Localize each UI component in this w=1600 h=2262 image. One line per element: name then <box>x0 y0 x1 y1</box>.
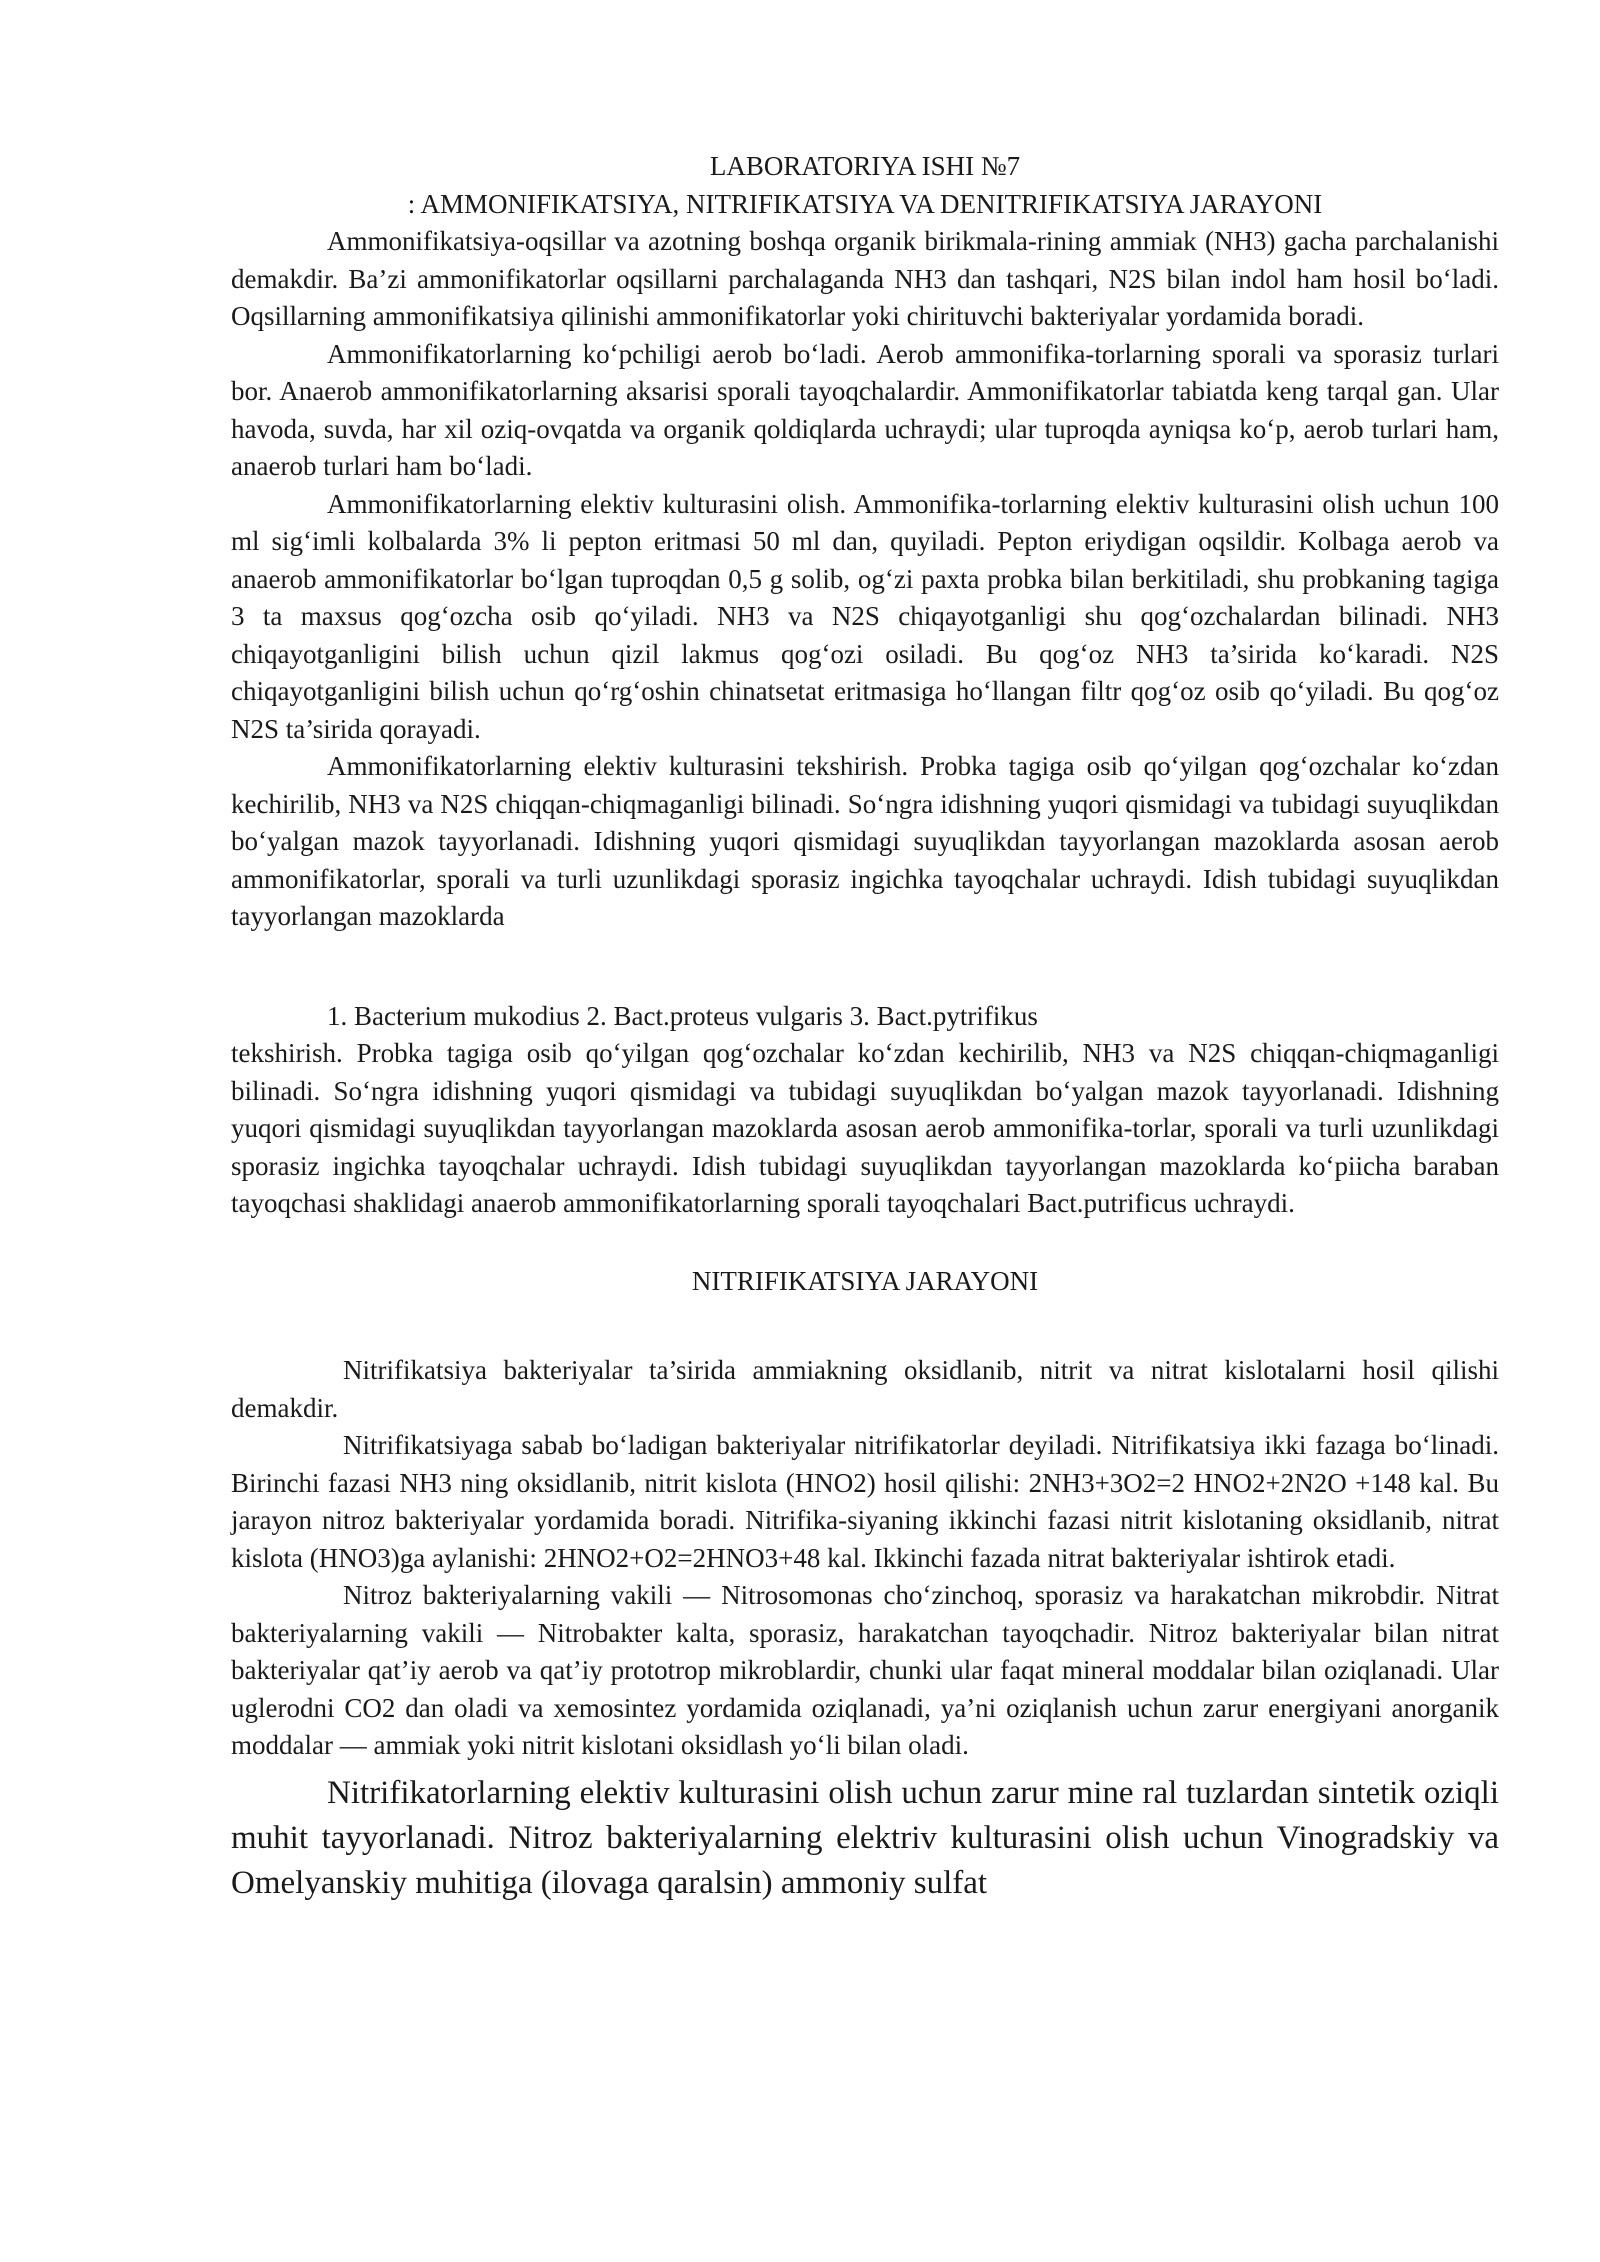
lab-subtitle: : AMMONIFIKATSIYA, NITRIFIKATSIYA VA DENITRIFIKATSIYA JARAYONI <box>407 188 1323 219</box>
paragraph-nitroz-bacteria: Nitroz bakteriyalarning vakili — Nitrosomonas cho‘zinchoq, sporasiz va harakatchan mikrobdir. Nitrat bakteriyalarning vakili — Nitrobakter kalta, sporasiz, harakatchan tayoqchadir. Nitroz bakteriyalar bilan nitrat bakteriyalar qat’iy aerob va qat’iy prototrop mikroblardir, chunki ular faqat mineral moddalar bilan oziqlanadi. Ular uglerodni CO2 dan oladi va xemosintez yordamida oziqlanadi, ya’ni oziqlanish uchun zarur energiyani anorganik moddalar — ammiak yoki nitrit kislotani oksidlash yo‘li bilan oladi. <box>231 1580 1499 1760</box>
spacer <box>231 1223 1499 1249</box>
paragraph-nitrification-phases: Nitrifikatsiyaga sabab bo‘ladigan bakteriyalar nitrifikatorlar deyiladi. Nitrifikatsiya ikki fazaga bo‘linadi. Birinchi fazasi NH3 ning oksidlanib, nitrit kislota (HNO2) hosil qilishi: 2NH3+3O2=2 HNO2+2N2O +148 kal. Bu jarayon nitroz bakteriyalar yordamida boradi. Nitrifika-siyaning ikkinchi fazasi nitrit kislotaning oksidlanib, nitrat kislota (HNO3)ga aylanishi: 2HNO2+O2=2HNO3+48 kal. Ikkinchi fazada nitrat bakteriyalar ishtirok etadi. <box>231 1430 1499 1573</box>
paragraph-elective-culture: Ammonifikatorlarning elektiv kulturasini olish. Ammonifika-torlarning elektiv kulturasini olish uchun 100 ml sig‘imli kolbalarda 3% li pepton eritmasi 50 ml dan, quyiladi. Pepton eriydigan oqsildir. Kolbaga aerob va anaerob ammonifikatorlar bo‘lgan tuproqdan 0,5 g solib, og‘zi paxta probka bilan berkitiladi, shu probkaning tagiga 3 ta maxsus qog‘ozcha osib qo‘yiladi. NH3 va N2S chiqayotganligi shu qog‘ozchalardan bilinadi. NH3 chiqayotganligini bilish uchun qizil lakmus qog‘ozi osiladi. Bu qog‘oz NH3 ta’sirida ko‘karadi. N2S chiqayotganligini bilish uchun qo‘rg‘oshin chinatsetat eritmasiga ho‘llangan filtr qog‘oz osib qo‘yiladi. Bu qog‘oz N2S ta’sirida qorayadi. <box>231 488 1499 744</box>
paragraph-nitrifier-culture: Nitrifikatorlarning elektiv kulturasini olish uchun zarur mine ral tuzlardan sintetik oziqli muhit tayyorlanadi. Nitroz bakteriyalarning elektriv kulturasini olish uchun Vinogradskiy va Omelyanskiy muhitiga (ilovaga qaralsin) ammoniy sulfat <box>231 1774 1499 1901</box>
document-page <box>231 148 1499 1906</box>
paragraph-ammonification-definition: Ammonifikatsiya-oqsillar va azotning boshqa organik birikmala-rining ammiak (NH3) gacha parchalanishi demakdir. Ba’zi ammonifikatorlar oqsillarni parchalaganda NH3 dan tashqari, N2S bilan indol ham hosil bo‘ladi. Oqsillarning ammonifikatsiya qilinishi ammonifikatorlar yoki chirituvchi bakteriyalar yordamida boradi. <box>231 226 1499 331</box>
paragraph-examination-continued: tekshirish. Probka tagiga osib qo‘yilgan qog‘ozchalar ko‘zdan kechirilib, NH3 va N2S chiqqan-chiqmaganligi bilinadi. So‘ngra idishning yuqori qismidagi va tubidagi suyuqlikdan bo‘yalgan mazok tayyorlanadi. Idishning yuqori qismidagi suyuqlikdan tayyorlangan mazoklarda asosan aerob ammonifika-torlar, sporali va turli uzunlikdagi sporasiz ingichka tayoqchalar uchraydi. Idish tubidagi suyuqlikdan tayyorlangan mazoklarda ko‘piicha baraban tayoqchasi shaklidagi anaerob ammonifikatorlarning sporali tayoqchalari Bact.putrificus uchraydi. <box>231 1038 1499 1218</box>
paragraph-nitrification-definition: Nitrifikatsiya bakteriyalar ta’sirida ammiakning oksidlanib, nitrit va nitrat kislotalarni hosil qilishi demakdir. <box>231 1355 1499 1423</box>
paragraph-ammonifiers-types: Ammonifikatorlarning ko‘pchiligi aerob bo‘ladi. Aerob ammonifika-torlarning sporali va sporasiz turlari bor. Anaerob ammonifikatorlarning aksarisi sporali tayoqchalardir. Ammonifikatorlar tabiatda keng tarqal gan. Ular havoda, suvda, har xil oziq-ovqatda va organik qoldiqlarda uchraydi; ular tuproqda ayniqsa ko‘p, aerob turlari ham, anaerob turlari ham bo‘ladi. <box>231 338 1499 481</box>
paragraph-culture-examination: Ammonifikatorlarning elektiv kulturasini tekshirish. Probka tagiga osib qo‘yilgan qog‘ozchalar ko‘zdan kechirilib, NH3 va N2S chiqqan-chiqmaganligi bilinadi. So‘ngra idishning yuqori qismidagi va tubidagi suyuqlikdan bo‘yalgan mazok tayyorlanadi. Idishning yuqori qismidagi suyuqlikdan tayyorlangan mazoklarda asosan aerob ammonifikatorlar, sporali va turli uzunlikdagi sporasiz ingichka tayoqchalar uchraydi. Idish tubidagi suyuqlikdan tayyorlangan mazoklarda <box>231 751 1499 931</box>
section-title-nitrification: NITRIFIKATSIYA JARAYONI <box>691 1265 1039 1296</box>
bacteria-list: 1. Bacterium mukodius 2. Bact.proteus vulgaris 3. Bact.pytrifikus <box>327 1000 1038 1031</box>
lab-title: LABORATORIYA ISHI №7 <box>709 151 1021 181</box>
